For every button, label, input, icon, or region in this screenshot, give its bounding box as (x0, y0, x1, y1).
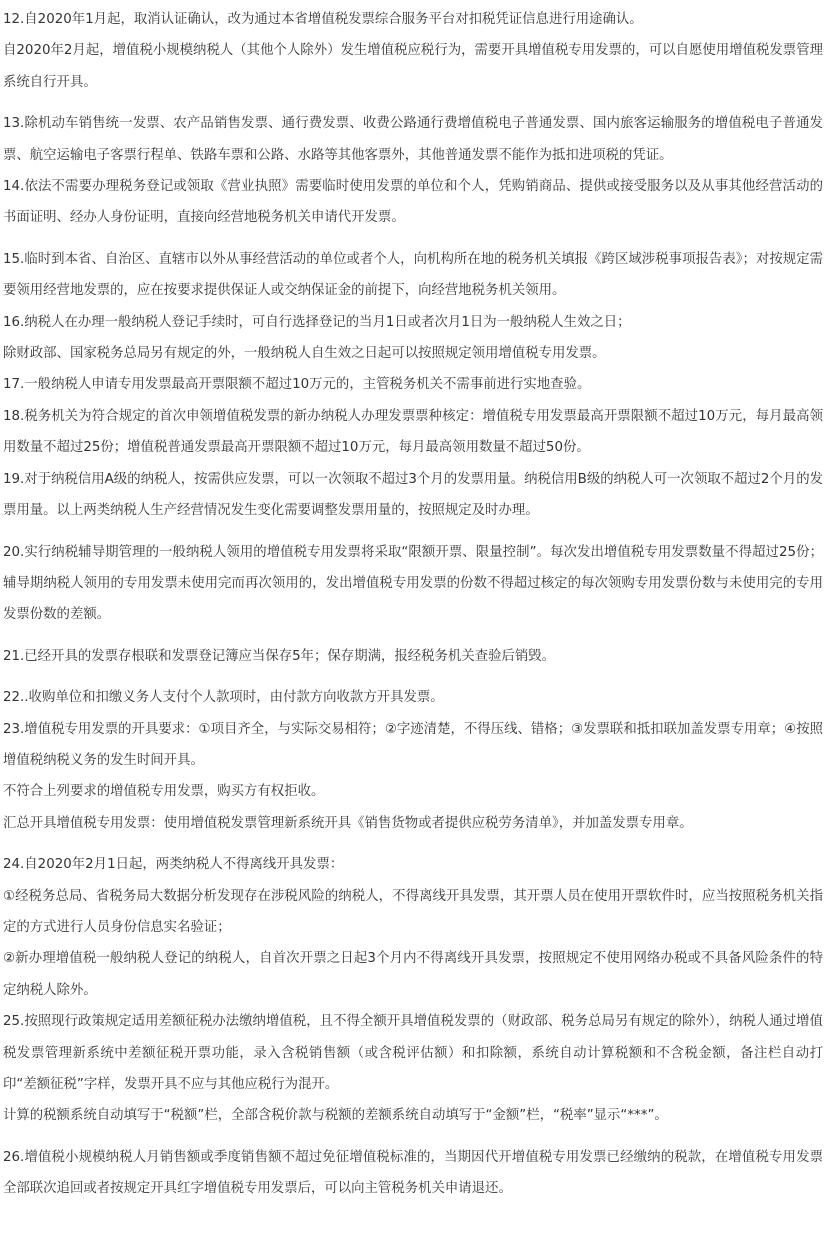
paragraph: 计算的税额系统自动填写于“税额”栏，全部含税价款与税额的差额系统自动填写于“金额”栏，“税率”显示“***”。 (3, 1108, 668, 1124)
paragraph: ②新办理增值税一般纳税人登记的纳税人，自首次开票之日起3个月内不得离线开具发票，按照规定不使用网络办税或不具备风险条件的特定纳税人除外。 (3, 951, 823, 998)
paragraph: 22..收购单位和扣缴义务人支付个人款项时，由付款方向收款方开具发票。 (3, 690, 444, 706)
paragraph: 12.自2020年1月起，取消认证确认，改为通过本省增值税发票综合服务平台对扣税凭证信息进行用途确认。 (3, 12, 643, 27)
paragraph: 除财政部、国家税务总局另有规定的外，一般纳税人自生效之日起可以按照规定领用增值税专用发票。 (3, 346, 606, 362)
paragraph: 16.纳税人在办理一般纳税人登记手续时，可自行选择登记的当月1日或者次月1日为一般纳税人生效之日； (3, 314, 631, 330)
paragraph: 20.实行纳税辅导期管理的一般纳税人领用的增值税专用发票将采取“限额开票、限量控制”。每次发出增值税专用发票数量不得超过25份；辅导期纳税人领用的专用发票未使用完而再次领用的，发出增值税专用发票的份数不得超过核定的每次领购专用发票份数与未使用完的专用发票份数的差额。 (3, 544, 823, 623)
paragraph: ①经税务总局、省税务局大数据分析发现存在涉税风险的纳税人，不得离线开具发票，其开票人员在使用开票软件时，应当按照税务机关指定的方式进行人员身份信息实名验证； (3, 888, 823, 935)
paragraph: 19.对于纳税信用A级的纳税人，按需供应发票，可以一次领取不超过3个月的发票用量。纳税信用B级的纳税人可一次领取不超过2个月的发票用量。以上两类纳税人生产经营情况发生变化需要调整发票用量的，按照规定及时办理。 (3, 471, 823, 519)
paragraph: 13.除机动车销售统一发票、农产品销售发票、通行费发票、收费公路通行费增值税电子普通发票、国内旅客运输服务的增值税电子普通发票、航空运输电子客票行程单、铁路车票和公路、水路等其他客票外，其他普通发票不能作为抵扣进项税的凭证。 (3, 116, 823, 163)
paragraph: 自2020年2月起，增值税小规模纳税人（其他个人除外）发生增值税应税行为，需要开具增值税专用发票的，可以自愿使用增值税发票管理系统自行开具。 (3, 43, 823, 90)
paragraph: 不符合上列要求的增值税专用发票，购买方有权拒收。 (3, 784, 325, 800)
paragraph: 18.税务机关为符合规定的首次申领增值税发票的新办纳税人办理发票票种核定：增值税专用发票最高开票限额不超过10万元，每月最高领用数量不超过25份；增值税普通发票最高开票限额不超过10万元，每月最高领用数量不超过50份。 (3, 408, 823, 456)
paragraph: 15.临时到本省、自治区、直辖市以外从事经营活动的单位或者个人，向机构所在地的税务机关填报《跨区域涉税事项报告表》；对按规定需要领用经营地发票的，应在按要求提供保证人或交纳保证金的前提下，向经营地税务机关领用。 (3, 251, 823, 299)
paragraph: 21.已经开具的发票存根联和发票登记簿应当保存5年；保存期满，报经税务机关查验后销毁。 (3, 648, 556, 664)
paragraph: 24.自2020年2月1日起，两类纳税人不得离线开具发票： (3, 857, 344, 873)
paragraph: 17.一般纳税人申请专用发票最高开票限额不超过10万元的，主管税务机关不需事前进行实地查验。 (3, 377, 591, 393)
paragraph: 汇总开具增值税专用发票：使用增值税发票管理新系统开具《销售货物或者提供应税劳务清单》，并加盖发票专用章。 (3, 815, 693, 831)
paragraph: 14.依法不需要办理税务登记或领取《营业执照》需要临时使用发票的单位和个人，凭购销商品、提供或接受服务以及从事其他经营活动的书面证明、经办人身份证明，直接向经营地税务机关申请代开发票。 (3, 179, 823, 226)
paragraph: 26.增值税小规模纳税人月销售额或季度销售额不超过免征增值税标准的，当期因代开增值税专用发票已经缴纳的税款，在增值税专用发票全部联次追回或者按规定开具红字增值税专用发票后，可以向主管税务机关申请退还。 (3, 1149, 823, 1197)
paragraph: 23.增值税专用发票的开具要求：①项目齐全，与实际交易相符；②字迹清楚，不得压线、错格；③发票联和抵扣联加盖发票专用章；④按照增值税纳税义务的发生时间开具。 (3, 721, 823, 768)
paragraph: 25.按照现行政策规定适用差额征税办法缴纳增值税，且不得全额开具增值税发票的（财政部、税务总局另有规定的除外），纳税人通过增值税发票管理新系统中差额征税开票功能，录入含税销售额（或含税评估额）和扣除额，系统自动计算税额和不含税金额，备注栏自动打印“差额征税”字样，发票开具不应与其他应税行为混开。 (3, 1014, 823, 1092)
